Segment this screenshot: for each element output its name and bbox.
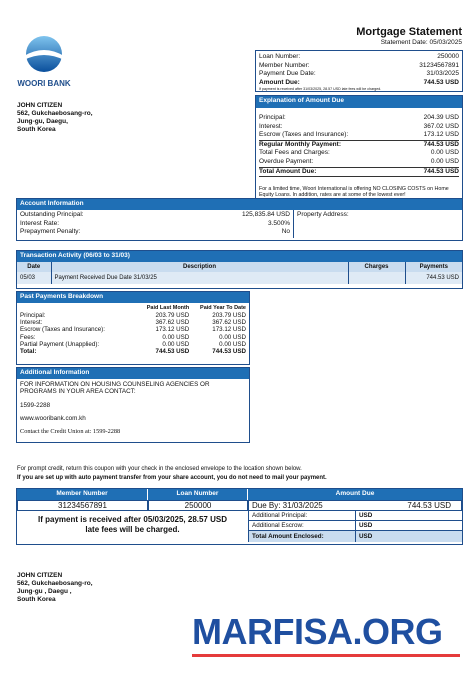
loan-number-header: Loan Number — [148, 489, 248, 500]
regular-payment-row: Regular Monthly Payment: 744.53 USD — [259, 140, 459, 148]
member-number-header: Member Number — [17, 489, 148, 500]
footer-address — [17, 572, 93, 604]
watermark — [192, 612, 468, 658]
explanation-header: Explanation of Amount Due — [256, 96, 462, 108]
interest-rate-row: Interest Rate: 3.500% — [20, 219, 290, 227]
interest-row: Interest: 367.02 USD — [259, 122, 459, 130]
past-payments-header: Past Payments Breakdown — [17, 292, 249, 303]
additional-escrow-input[interactable]: USD — [355, 521, 462, 530]
page-title: Mortgage Statement — [356, 26, 462, 38]
past-payment-row: Total: 744.53 USD 744.53 USD — [20, 348, 246, 356]
additional-principal-input[interactable]: USD — [355, 511, 462, 520]
amount-due-header: Amount Due — [248, 489, 462, 500]
recipient-line2: Jung-gu, Daegu, — [17, 118, 68, 125]
bank-website: www.wooribank.com.kh — [20, 415, 86, 422]
past-payments-box — [16, 291, 250, 365]
payment-due-row: Payment Due Date: 31/03/2025 — [259, 70, 459, 78]
fees-row: Total Fees and Charges: 0.00 USD — [259, 149, 459, 157]
additional-principal-label: Additional Principal: — [252, 512, 308, 519]
principal-row: Principal: 204.39 USD — [259, 114, 459, 121]
footer-line1: 562, Gukchaebosang-ro, — [17, 580, 93, 587]
past-payment-row: Escrow (Taxes and Insurance): 173.12 USD 173.12 USD — [20, 326, 246, 334]
coupon-loan-number: 250000 — [148, 500, 248, 511]
overdue-row: Overdue Payment: 0.00 USD — [259, 158, 459, 168]
member-number-row: Member Number: 31234567891 — [259, 61, 459, 69]
property-address: Property Address: — [297, 211, 349, 218]
total-enclosed-input[interactable]: USD — [355, 531, 462, 542]
watermark-text: MARFISA.ORG — [192, 611, 443, 652]
col-date: Date — [17, 262, 51, 272]
additional-escrow-label: Additional Escrow: — [252, 522, 304, 529]
col-description: Description — [51, 262, 348, 272]
recipient-name: JOHN CITIZEN — [17, 102, 63, 109]
statement-date: Statement Date: 05/03/2025 — [380, 39, 462, 46]
past-payment-row: Interest: 367.62 USD 367.62 USD — [20, 319, 246, 327]
promo-text: For a limited time, Woori International is offering NO CLOSING COSTS on Home Equity Loans. In addition, rates are at some of the lowest ever! — [259, 186, 449, 199]
coupon-due-row: Due By: 31/03/2025 744.53 USD — [248, 500, 462, 511]
past-payment-row: Fees: 0.00 USD 0.00 USD — [20, 333, 246, 341]
counseling-text: FOR INFORMATION ON HOUSING COUNSELING AGENCIES OR PROGRAMS IN YOUR AREA CONTACT: — [20, 381, 210, 395]
account-info-box — [16, 198, 463, 241]
outstanding-row: Outstanding Principal: 125,835.84 USD — [20, 211, 290, 218]
loan-number-row: Loan Number: 250000 — [259, 53, 459, 60]
footer-line3: South Korea — [17, 596, 56, 603]
col-paid-last-month: Paid Last Month — [146, 305, 190, 311]
additional-header: Additional Information — [17, 368, 249, 379]
col-charges: Charges — [348, 262, 405, 272]
bank-name: WOORI BANK — [17, 79, 71, 88]
explanation-box — [255, 95, 463, 202]
total-enclosed-label: Total Amount Enclosed: — [252, 533, 324, 540]
account-header: Account Information — [17, 199, 462, 210]
coupon-member-number: 31234567891 — [17, 500, 148, 511]
prepayment-row: Prepayment Penalty: No — [20, 228, 290, 236]
footer-name: JOHN CITIZEN — [17, 572, 63, 579]
bank-logo — [16, 36, 72, 92]
total-due-row: Total Amount Due: 744.53 USD — [259, 168, 459, 178]
bank-logo-icon — [16, 36, 72, 76]
loan-info-box — [255, 50, 463, 92]
past-payment-row: Principal: 203.79 USD 203.79 USD — [20, 312, 246, 319]
transaction-box — [16, 250, 463, 289]
payment-coupon — [16, 488, 463, 545]
col-payments: Payments — [419, 264, 448, 270]
credit-union-contact: Contact the Credit Union at: 1599-2288 — [20, 428, 121, 435]
counseling-phone: 1599-2288 — [20, 402, 51, 409]
coupon-intro: For prompt credit, return this coupon with your check in the enclosed envelope to the location shown below. — [17, 466, 302, 472]
transaction-table — [17, 262, 462, 284]
recipient-line3: South Korea — [17, 126, 56, 133]
watermark-underline — [192, 654, 460, 657]
late-fee-note: If payment is received after 31/03/2025, 28.57 USD late fees will be charged. — [259, 87, 382, 92]
coupon-auto-note: If you are set up with auto payment transfer from your share account, you do not need to mail your payment. — [17, 475, 327, 481]
amount-due-row: Amount Due: 744.53 USD — [259, 78, 459, 86]
past-payment-row: Partial Payment (Unapplied): 0.00 USD 0.00 USD — [20, 340, 246, 348]
col-paid-ytd: Paid Year To Date — [200, 305, 246, 311]
transaction-header: Transaction Activity (06/03 to 31/03) — [17, 251, 462, 262]
additional-info-box — [16, 367, 250, 443]
footer-line2: Jung-gu , Daegu , — [17, 588, 72, 595]
escrow-row: Escrow (Taxes and Insurance): 173.12 USD — [259, 131, 459, 141]
recipient-address — [17, 102, 93, 134]
recipient-line1: 562, Gukchaebosang-ro, — [17, 110, 93, 117]
coupon-late-note: If payment is received after 05/03/2025, 28.57 USD late fees will be charged. — [38, 515, 227, 534]
table-row: 05/03 Payment Received Due Date 31/03/25 744.53 USD — [17, 272, 462, 284]
